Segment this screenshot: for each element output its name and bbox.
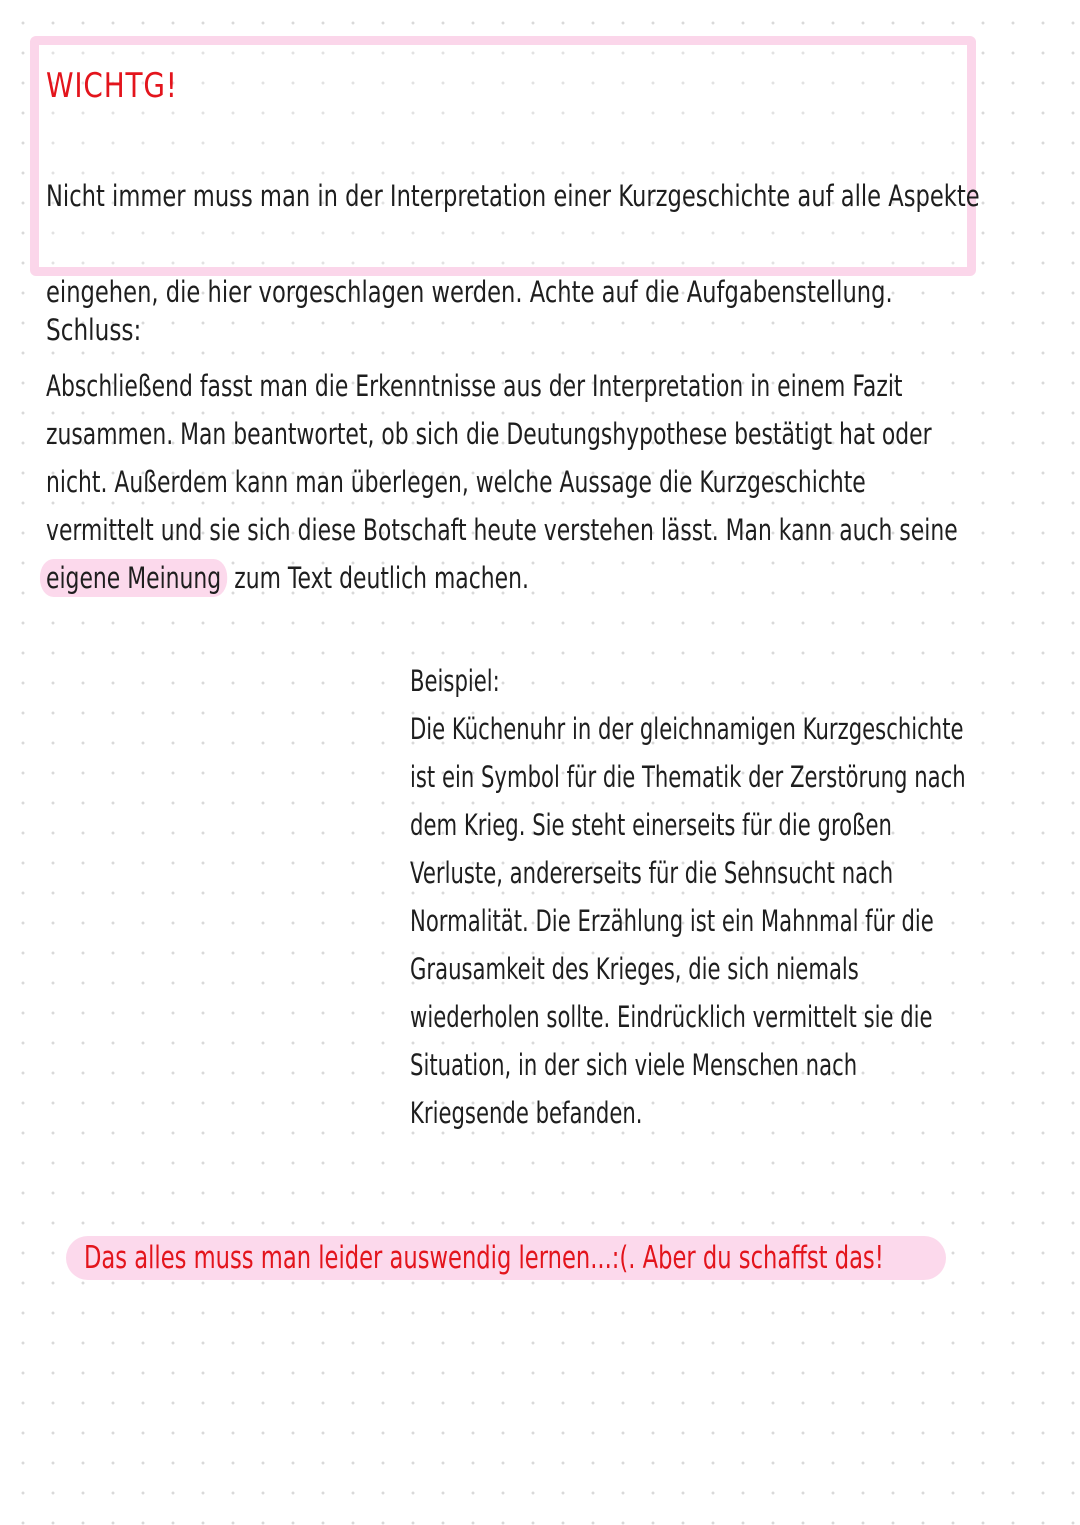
example-heading: Beispiel: [410,664,500,698]
conclusion-line: Abschließend fasst man die Erkenntnisse aus der Interpretation in einem Fazit [46,369,903,403]
example-line: Situation, in der sich viele Menschen nach [410,1048,858,1082]
callout-text [46,124,980,364]
conclusion-line: vermittelt und sie sich diese Botschaft heute verstehen lässt. Man kann auch seine [46,513,958,547]
closing-highlight [66,1236,946,1280]
callout-title: WICHTG! [46,66,178,106]
example-line: ist ein Symbol für die Thematik der Zerstörung nach [410,760,966,794]
callout-line: Nicht immer muss man in der Interpretation einer Kurzgeschichte auf alle Aspekte [46,179,980,213]
example-line: Normalität. Die Erzählung ist ein Mahnmal für die [410,904,934,938]
closing-text: Das alles muss man leider auswendig lernen...:(. Aber du schaffst das! [84,1240,884,1276]
example-line: Grausamkeit des Krieges, die sich niemals [410,952,859,986]
highlighted-phrase: eigene Meinung [40,559,227,597]
example-line: Kriegsende befanden. [410,1096,643,1130]
callout-line: eingehen, die hier vorgeschlagen werden. Achte auf die Aufgabenstellung. [46,275,893,309]
example-line: Verluste, andererseits für die Sehnsucht nach [410,856,894,890]
example-line: dem Krieg. Sie steht einerseits für die großen [410,808,892,842]
conclusion-line: nicht. Außerdem kann man überlegen, welche Aussage die Kurzgeschichte [46,465,866,499]
conclusion-body [46,362,958,602]
section-heading-conclusion: Schluss: [46,313,142,347]
example-line: Die Küchenuhr in der gleichnamigen Kurzgeschichte [410,712,964,746]
conclusion-line: zusammen. Man beantwortet, ob sich die Deutungshypothese bestätigt hat oder [46,417,932,451]
example-block [410,657,994,1137]
conclusion-line-rest: zum Text deutlich machen. [227,561,529,595]
conclusion-line-last [46,554,952,602]
example-line: wiederholen sollte. Eindrücklich vermittelt sie die [410,1000,933,1034]
